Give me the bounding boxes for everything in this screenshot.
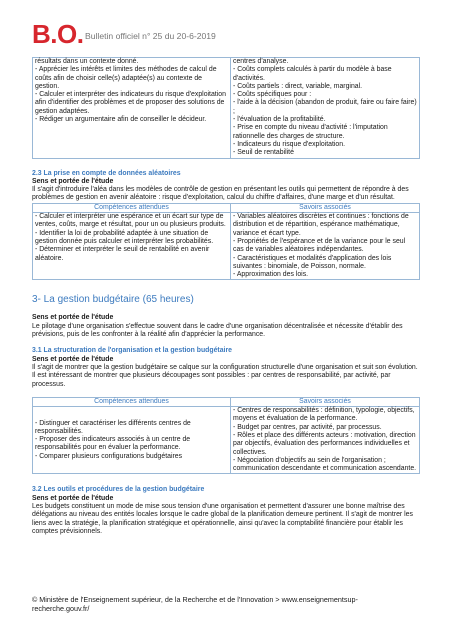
savoirs-cell: - Centres de responsabilités : définition, typologie, objectifs, moyens et évaluation de la performance. - Budget par centres, par activité, par processus. - Rôles et place des différents acteurs : motivation, direction par objectifs, évaluation des performances individuelles et collectives. - Négociation d'objectifs au sein de l'organisation ; communication descendante et communication ascendante. [231, 407, 420, 474]
table-row [33, 58, 420, 159]
column-header: Compétences attendues [33, 203, 231, 212]
section-paragraph: Il s'agit d'introduire l'aléa dans les modèles de contrôle de gestion en présentant les outils qui permettent de répondre à des problèmes de gestion en avenir aléatoire : risque d'exploitation, calcul du chiffre d'affaires, d'une marge et d'un résultat. [32, 186, 409, 202]
table-row [33, 213, 420, 280]
section-paragraph: Il s'agit de montrer que la gestion budgétaire se calque sur la configuration structurelle d'une organisation et suit son évolution. Il est intéressant de montrer que plusieurs découpages sont possibles : par centres de responsabilité, par activité, par processus. [32, 363, 418, 388]
competences-cell: résultats dans un contexte donné. - Apprécier les intérêts et limites des méthodes de calcul de coûts afin de choisir celle(s) adaptée(s) au contexte de gestion. - Calculer et interpréter des indicateurs du risque d'exploitation afin d'identifier des problèmes et de proposer des solutions de gestion adaptées. - Rédiger un argumentaire afin de conseiller le décideur. [33, 58, 231, 159]
section-paragraph: Le pilotage d'une organisation s'effectue souvent dans le cadre d'une organisation décentralisée et nécessite d'établir des prévisions, puis de les confronter à la réalité afin d'apprécier la performance. [32, 322, 403, 339]
document-body [32, 56, 420, 536]
competences-cell: - Calculer et interpréter une espérance et un écart sur type de ventes, coûts, marge et résultat, pour un ou plusieurs produits. - Identifier la loi de probabilité adaptée à une situation de gestion donnée puis calculer et interpréter les probabilités. - Déterminer et interpréter le seuil de rentabilité en avenir aléatoire. [33, 213, 231, 280]
chapter-title: 3- La gestion budgétaire (65 heures) [32, 294, 194, 306]
table-header-row [33, 397, 420, 406]
bulletin-subtitle: Bulletin officiel n° 25 du 20-6-2019 [85, 31, 216, 41]
section-subtitle: Sens et portée de l'étude [32, 494, 114, 502]
section-subtitle: Sens et portée de l'étude [32, 355, 114, 363]
savoirs-cell: - Variables aléatoires discrètes et continues : fonctions de distribution et de répartition, espérance mathématique, variance et écart type. - Propriétés de l'espérance et de la variance pour le seul cas de variables aléatoires indépendantes. - Caractéristiques et modalités d'application des lois suivantes : binomiale, de Poisson, normale. - Approximation des lois. [231, 213, 420, 280]
table-header-row [33, 203, 420, 212]
section-title: 3.1 La structuration de l'organisation et la gestion budgétaire [32, 347, 232, 355]
bo-logo: B.O. [32, 19, 84, 49]
section-subtitle: Sens et portée de l'étude [32, 177, 114, 185]
table-continued [32, 57, 420, 159]
savoirs-cell: centres d'analyse. - Coûts complets calculés à partir du modèle à base d'activités. - Coûts partiels : direct, variable, marginal. - Coûts spécifiques pour : - l'aide à la décision (abandon de produit, faire ou faire faire) ; - l'évaluation de la profitabilité. - Prise en compte du niveau d'activité : l'imputation rationnelle des charges de structure. - Indicateurs du risque d'exploitation. - Seuil de rentabilité [231, 58, 420, 159]
competences-cell: - Distinguer et caractériser les différents centres de responsabilités. - Proposer des indicateurs associés à un centre de responsabilités pour en évaluer la performance. - Comparer plusieurs configurations budgétaires [33, 407, 231, 474]
section-paragraph: Les budgets constituent un mode de mise sous tension d'une organisation et permettent d'assurer une bonne maîtrise des délégations au niveau des entités locales lorsque le cadre global de la planification demeure pertinent. Il s'agit de montrer les liens avec la stratégie, la planification stratégique et opérationnelle, ainsi qu'avec la comptabilité financière pour établir les comptes prévisionnels. [32, 503, 413, 535]
column-header: Compétences attendues [33, 397, 231, 406]
section-title: 2.3 La prise en compte de données aléatoires [32, 169, 181, 177]
section-subtitle: Sens et portée de l'étude [32, 314, 114, 322]
table-row [33, 407, 420, 474]
page-footer: © Ministère de l'Enseignement supérieur, de la Recherche et de l'Innovation > www.enseignementsup-recherche.gouv.fr/ [32, 595, 358, 613]
competences-table [32, 397, 420, 475]
column-header: Savoirs associés [231, 397, 420, 406]
section-title: 3.2 Les outils et procédures de la gestion budgétaire [32, 486, 205, 494]
competences-table [32, 203, 420, 281]
column-header: Savoirs associés [231, 203, 420, 212]
